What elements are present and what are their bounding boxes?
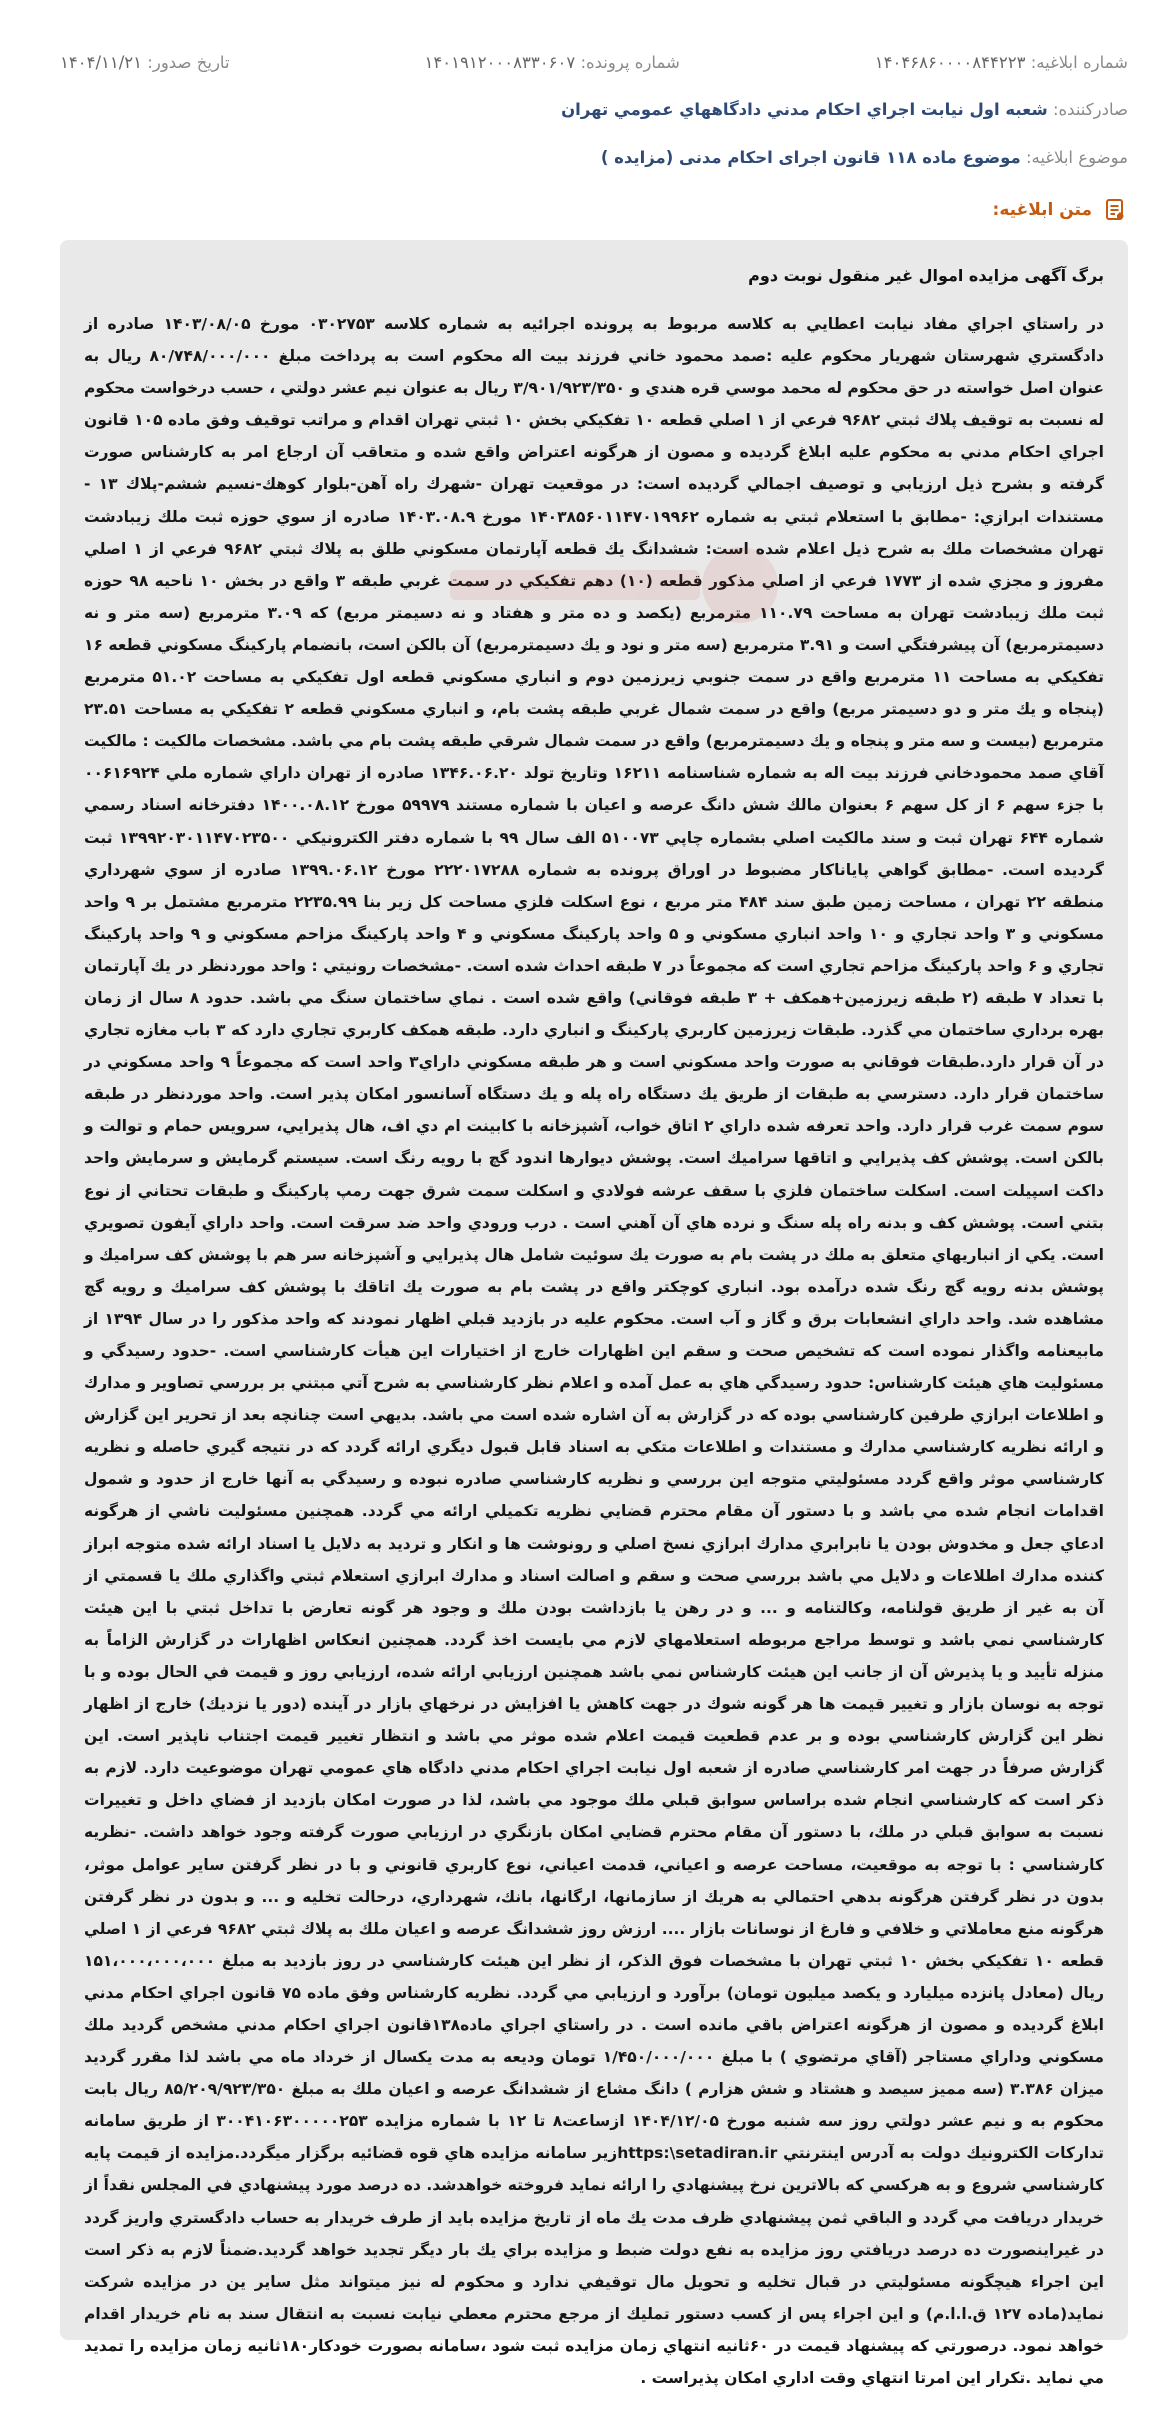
notice-header [60,50,1128,193]
document-text-icon [1102,197,1128,223]
notice-number-label: شماره ابلاغیه: [1030,53,1128,72]
issuer-line [60,97,1128,123]
notice-text-card [60,240,1128,2387]
case-number-label: شماره پرونده: [580,53,680,72]
subject-label: موضوع ابلاغیه: [1025,148,1128,167]
section-title [993,197,1128,223]
issue-date-value: ۱۴۰۴/۱۱/۲۱ [60,53,143,72]
issue-date [60,50,230,76]
issuer-value: شعبه اول نيابت اجراي احكام مدني دادگاههاي عمومي تهران [561,100,1048,119]
notice-number [875,50,1128,76]
meta-row [60,50,1128,76]
notice-body: در راستاي اجراي مفاد نيابت اعطايي به كلاسه مربوط به پرونده اجرائيه به شماره كلاسه ۰۳۰۲۷۵۳ مورخ ۱۴۰۳/۰۸/۰۵ صادره از دادگستري شهرستان شهريار محكوم عليه :صمد محمود خاني فرزند بيت اله محكوم است به پرداخت مبلغ ۸۰/۷۴۸/۰۰۰/۰۰۰ ريال به عنوان اصل خواسته در حق محكوم له محمد موسي قره هندي و ۳/۹۰۱/۹۲۳/۳۵۰ ريال به عنوان نيم عشر دولتي ، حسب درخواست محكوم له نسبت به توقيف پلاك ثبتي ۹۶۸۲ فرعي از ۱ اصلي قطعه ۱۰ تفكيكي بخش ۱۰ ثبتي تهران اقدام و مراتب توقيف وفق ماده ۱۰۵ قانون اجراي احكام مدني به محكوم عليه ابلاغ گرديده و مصون از هرگونه اعتراض واقع شده و متعاقب آن ارجاع امر به كارشناس صورت گرفته و بشرح ذيل ارزيابي و توصيف اجمالي گرديده است: در موقعيت تهران -شهرك راه آهن-بلوار كوهك-نسيم ششم-پلاك ۱۳ - مستندات ابرازي: -مطابق با استعلام ثبتي به شماره ۱۴۰۳۸۵۶۰۱۱۴۷۰۱۹۹۶۲ مورخ ۱۴۰۳.۰۸.۹ صادره از سوي حوزه ثبت ملك زيبادشت تهران مشخصات ملك به شرح ذيل اعلام شده است: ششدانگ يك قطعه آپارتمان مسكوني طلق به پلاك ثبتي ۹۶۸۲ فرعي از ۱ اصلي مفروز و مجزي شده از ۱۷۷۳ فرعي از اصلي مذكور قطعه (۱۰) دهم تفكيكي در سمت غربي طبقه ۳ واقع در بخش ۱۰ ناحيه ۹۸ حوزه ثبت ملك زيبادشت تهران به مساحت ۱۱۰.۷۹ مترمربع (يكصد و ده متر و هفتاد و نه دسيمتر مربع) كه ۳.۰۹ مترمربع (سه متر و نه دسيمترمربع) آن پيشرفتگي است و ۳.۹۱ مترمربع (سه متر و نود و يك دسيمترمربع) آن بالكن است، بانضمام پاركينگ مسكوني قطعه ۱۶ تفكيكي به مساحت ۱۱ مترمربع واقع در سمت جنوبي زيرزمين دوم و انباري مسكوني قطعه اول تفكيكي به مساحت ۵۱.۰۲ مترمربع (پنجاه و يك متر و دو دسيمتر مربع) واقع در سمت شمال غربي طبقه پشت بام، و انباري مسكوني قطعه ۲ تفكيكي به مساحت ۲۳.۵۱ مترمربع (بيست و سه متر و پنجاه و يك دسيمترمربع) واقع در سمت شمال شرقي طبقه پشت بام مي باشد. مشخصات مالكيت : مالكيت آقاي صمد محمودخاني فرزند بيت اله به شماره شناسنامه ۱۶۲۱۱ وتاريخ تولد ۱۳۴۶.۰۶.۲۰ صادره از تهران داراي شماره ملي ۰۰۶۱۶۹۲۴ با جزء سهم ۶ از كل سهم ۶ بعنوان مالك شش دانگ عرصه و اعيان با شماره مستند ۵۹۹۷۹ مورخ ۱۴۰۰.۰۸.۱۲ دفترخانه اسناد رسمي شماره ۶۴۴ تهران ثبت و سند مالكيت اصلي بشماره چاپي ۵۱۰۰۷۳ الف سال ۹۹ با شماره دفتر الكترونيكي ۱۳۹۹۲۰۳۰۱۱۴۷۰۲۳۵۰۰ ثبت گرديده است. -مطابق گواهي پاياناكار مضبوط در اوراق پرونده به شماره ۲۲۲۰۱۷۲۸۸ مورخ ۱۳۹۹.۰۶.۱۲ صادره از سوي شهرداري منطقه ۲۲ تهران ، مساحت زمين طبق سند ۴۸۴ متر مربع ، نوع اسكلت فلزي مساحت كل زير بنا ۲۲۳۵.۹۹ مترمربع مشتمل بر ۹ واحد مسكوني و ۳ واحد تجاري و ۱۰ واحد انباري مسكوني و ۵ واحد پاركينگ مسكوني و ۴ واحد پاركينگ مزاحم مسكوني و ۹ واحد پاركينگ تجاري و ۶ واحد پاركينگ مزاحم تجاري است كه مجموعاً در ۷ طبقه احداث شده است. -مشخصات رونيتي : واحد موردنظر در يك آپارتمان با تعداد ۷ طبقه (۲ طبقه زيرزمين+همكف + ۳ طبقه فوقاني) واقع شده است . نماي ساختمان سنگ مي باشد. حدود ۸ سال از زمان بهره برداري ساختمان مي گذرد. طبقات زيرزمين كاربري پاركينگ و انباري دارد. طبقه همكف كاربري تجاري دارد كه ۳ باب مغازه تجاري در آن قرار دارد.طبقات فوقاني به صورت واحد مسكوني است و هر طبقه مسكوني داراي۳ واحد است كه مجموعاً ۹ واحد مسكوني در ساختمان قرار دارد. دسترسي به طبقات از طريق يك دستگاه راه پله و يك دستگاه آسانسور امكان پذير است. واحد موردنظر در طبقه سوم سمت غرب قرار دارد. واحد تعرفه شده داراي ۲ اتاق خواب، آشپزخانه با كابينت ام دي اف، هال پذيرايي، سرويس حمام و توالت و بالكن است. پوشش كف پذيرايي و اتاقها سراميك است. پوشش ديوارها اندود گچ با رويه رنگ است. سيستم گرمايش و سرمايش واحد داكت اسپيلت است. اسكلت ساختمان فلزي با سقف عرشه فولادي و اسكلت سمت شرق جهت رمپ پاركينگ و طبقات تحتاني از نوع بتني است. پوشش كف و بدنه راه پله سنگ و نرده هاي آن آهني است . درب ورودي واحد ضد سرقت است. واحد داراي آيفون تصويري است. يكي از انباريهاي متعلق به ملك در پشت بام به صورت يك سوئيت شامل هال پذيرايي و آشپزخانه سر هم با پوشش كف سراميك و پوشش بدنه رويه گچ رنگ شده درآمده بود. انباري كوچكتر واقع در پشت بام به صورت يك اتاقك با پوشش كف سراميك و رويه گچ مشاهده شد. واحد داراي انشعابات برق و گاز و آب است. محكوم عليه در بازديد قبلي اظهار نمودند كه واحد مذكور را در سال ۱۳۹۴ از مابيعنامه واگذار نموده است كه تشخيص صحت و سقم اين اظهارات خارج از اختيارات اين هيأت كارشناسي است. -حدود رسيدگي و مسئوليت هاي هيئت كارشناس: حدود رسيدگي هاي به عمل آمده و اعلام نظر كارشناسي به شرح آتي مبتني بر بررسي تصاوير و مدارك و اطلاعات ابرازي طرفين كارشناسي بوده كه در گزارش به آن اشاره شده است مي باشد. بديهي است چنانچه بعد از تحرير اين گزارش و ارائه نظريه كارشناسي مدارك و مستندات و اطلاعات متكي به اسناد قابل قبول ديگري ارائه گردد كه در نتيجه گيري حاصله و نظريه كارشناسي موثر واقع گردد مسئوليتي متوجه اين بررسي و نظريه كارشناسي صادره نبوده و رسيدگي به آنها خارج از حدود و شمول اقدامات انجام شده مي باشد و با دستور آن مقام محترم قضايي نظريه تكميلي ارائه مي گردد. همچنين مسئوليت ناشي از هرگونه ادعاي جعل و مخدوش بودن يا نابرابري مدارك ابرازي نسخ اصلي و رونوشت ها و انكار و ترديد به دلايل يا اسناد ارائه شده متوجه ابراز كننده مدارك اطلاعات و دلايل مي باشد بررسي صحت و سقم و اصالت اسناد و مدارك ابرازي استعلام ثبتي واگذاري ملك يا قسمتي از آن به غير از طريق قولنامه، وكالتنامه و ... و در رهن يا بازداشت بودن ملك و وجود هر گونه تعارض با تداخل ثبتي با اين هيئت كارشناسي نمي باشد و توسط مراجع مربوطه استعلامهاي لازم مي بايست اخذ گردد. همچنين انعكاس اظهارات در گزارش الزاماً به منزله تأييد و يا پذيرش آن از جانب اين هيئت كارشناس نمي باشد همچنين ارزيابي ارائه شده، ارزيابي روز و قيمت في الحال بوده و با توجه به نوسان بازار و تغيير قيمت ها هر گونه شوك در جهت كاهش يا افزايش در نرخهاي بازار در آينده (دور يا نزديك) خارج از اظهار نظر اين گزارش كارشناسي بوده و بر عدم قطعيت قيمت اعلام شده موثر مي باشد و انتظار تغيير قيمت اجتناب ناپذير است. اين گزارش صرفاً در جهت امر كارشناسي صادره از شعبه اول نيابت اجراي احكام مدني دادگاه هاي عمومي تهران موضوعيت دارد. لازم به ذكر است كه كارشناسي انجام شده براساس سوابق قبلي ملك موجود مي باشد، لذا در صورت امكان بازديد از فضاي داخل و تغييرات نسبت به سوابق قبلي در ملك، با دستور آن مقام محترم قضايي امكان بازنگري در ارزيابي صورت گرفته وجود خواهد داشت. -نظريه كارشناسي : با توجه به موقعيت، مساحت عرصه و اعياني، قدمت اعياني، نوع كاربري قانوني و با در نظر گرفتن ساير عوامل موثر، بدون در نظر گرفتن هرگونه بدهي احتمالي به هريك از سازمانها، ارگانها، بانك، شهرداري، درحالت تخليه و ... و بدون در نظر گرفتن هرگونه منع معاملاتي و خلافي و فارغ از نوسانات بازار .... ارزش روز ششدانگ عرصه و اعيان ملك به پلاك ثبتي ۹۶۸۲ فرعي از ۱ اصلي قطعه ۱۰ تفكيكي بخش ۱۰ ثبتي تهران با مشخصات فوق الذكر، از نظر اين هيئت كارشناسي در روز بازديد به مبلغ ۱۵۱،۰۰۰،۰۰۰،۰۰۰ ريال (معادل پانزده ميليارد و يكصد ميليون تومان) برآورد و ارزيابي مي گردد. نظريه كارشناس وفق ماده ۷۵ قانون اجراي احكام مدني ابلاغ گرديده و مصون از هرگونه اعتراض باقي مانده است . در راستاي اجراي ماده۱۳۸قانون اجراي احكام مدني مشخص گرديد ملك مسكوني وداراي مستاجر (آقاي مرتضوي ) با مبلغ ۱/۴۵۰/۰۰۰/۰۰۰ تومان وديعه به مدت يكسال از خرداد ماه مي باشد لذا مقرر گرديد ميزان ۳.۳۸۶ (سه مميز سيصد و هشتاد و شش هزارم ) دانگ مشاع از ششدانگ عرصه و اعيان ملك به مبلغ ۸۵/۲۰۹/۹۲۳/۳۵۰ ريال بابت محكوم به و نيم عشر دولتي روز سه شنبه مورخ ۱۴۰۴/۱۲/۰۵ ازساعت۸ تا ۱۲ با شماره مزايده ۳۰۰۴۱۰۶۳۰۰۰۰۰۲۵۳ از طريق سامانه تداركات الكترونيك دولت به آدرس اينترنتي https:\setadiran.irزير سامانه مزايده هاي قوه قضائيه برگزار ميگردد.مزايده از قيمت پايه كارشناسي شروع و به هركسي كه بالاترين نرخ پيشنهادي را ارائه نمايد فروخته خواهدشد. ده درصد مورد پيشنهادي في المجلس نقداً از خريدار دريافت مي گردد و الباقي ثمن پيشنهادي ظرف مدت يك ماه از تاريخ مزايده بايد از طرف خريدار به حساب دادگستري واريز گردد در غيراينصورت ده درصد دريافتي روز مزايده به نفع دولت ضبط و مزايده براي يك بار ديگر تجديد خواهد گرديد.ضمناً لازم به ذكر است اين اجراء هيچگونه مسئوليتي در قبال تخليه و تحويل مال توقيفي ندارد و محكوم له نيز ميتواند مثل ساير ين در مزايده شركت نمايد(ماده ۱۲۷ ق.ا.ا.م) و اين اجراء پس از كسب دستور تمليك از مرجع محترم معطي نيابت نسبت به انتقال سند به نام خريدار اقدام خواهد نمود. درصورتي كه پيشنهاد قيمت در ۶۰ثانيه انتهاي زمان مزايده ثبت شود ،سامانه بصورت خودكار۱۸۰ثانيه زمان مزايده را تمديد مي نمايد .تكرار اين امرتا انتهاي وقت اداري امكان پذيراست . [84,315,1105,2387]
issuer-label: صادرکننده: [1052,100,1128,119]
section-title-label: متن ابلاغیه: [992,200,1092,220]
issue-date-label: تاریخ صدور: [147,53,230,72]
case-number [425,50,680,76]
subject-value: موضوع ماده ۱۱۸ قانون اجرای احکام مدنی (مزایده ) [600,148,1021,167]
case-number-value: ۱۴۰۱۹۱۲۰۰۰۸۳۳۰۶۰۷ [424,53,576,72]
notice-headline: برگ آگهی مزایده اموال غیر منقول نوبت دوم [748,266,1104,285]
subject-line [60,145,1128,171]
notice-number-value: ۱۴۰۴۶۸۶۰۰۰۰۸۴۴۲۲۳ [874,53,1026,72]
